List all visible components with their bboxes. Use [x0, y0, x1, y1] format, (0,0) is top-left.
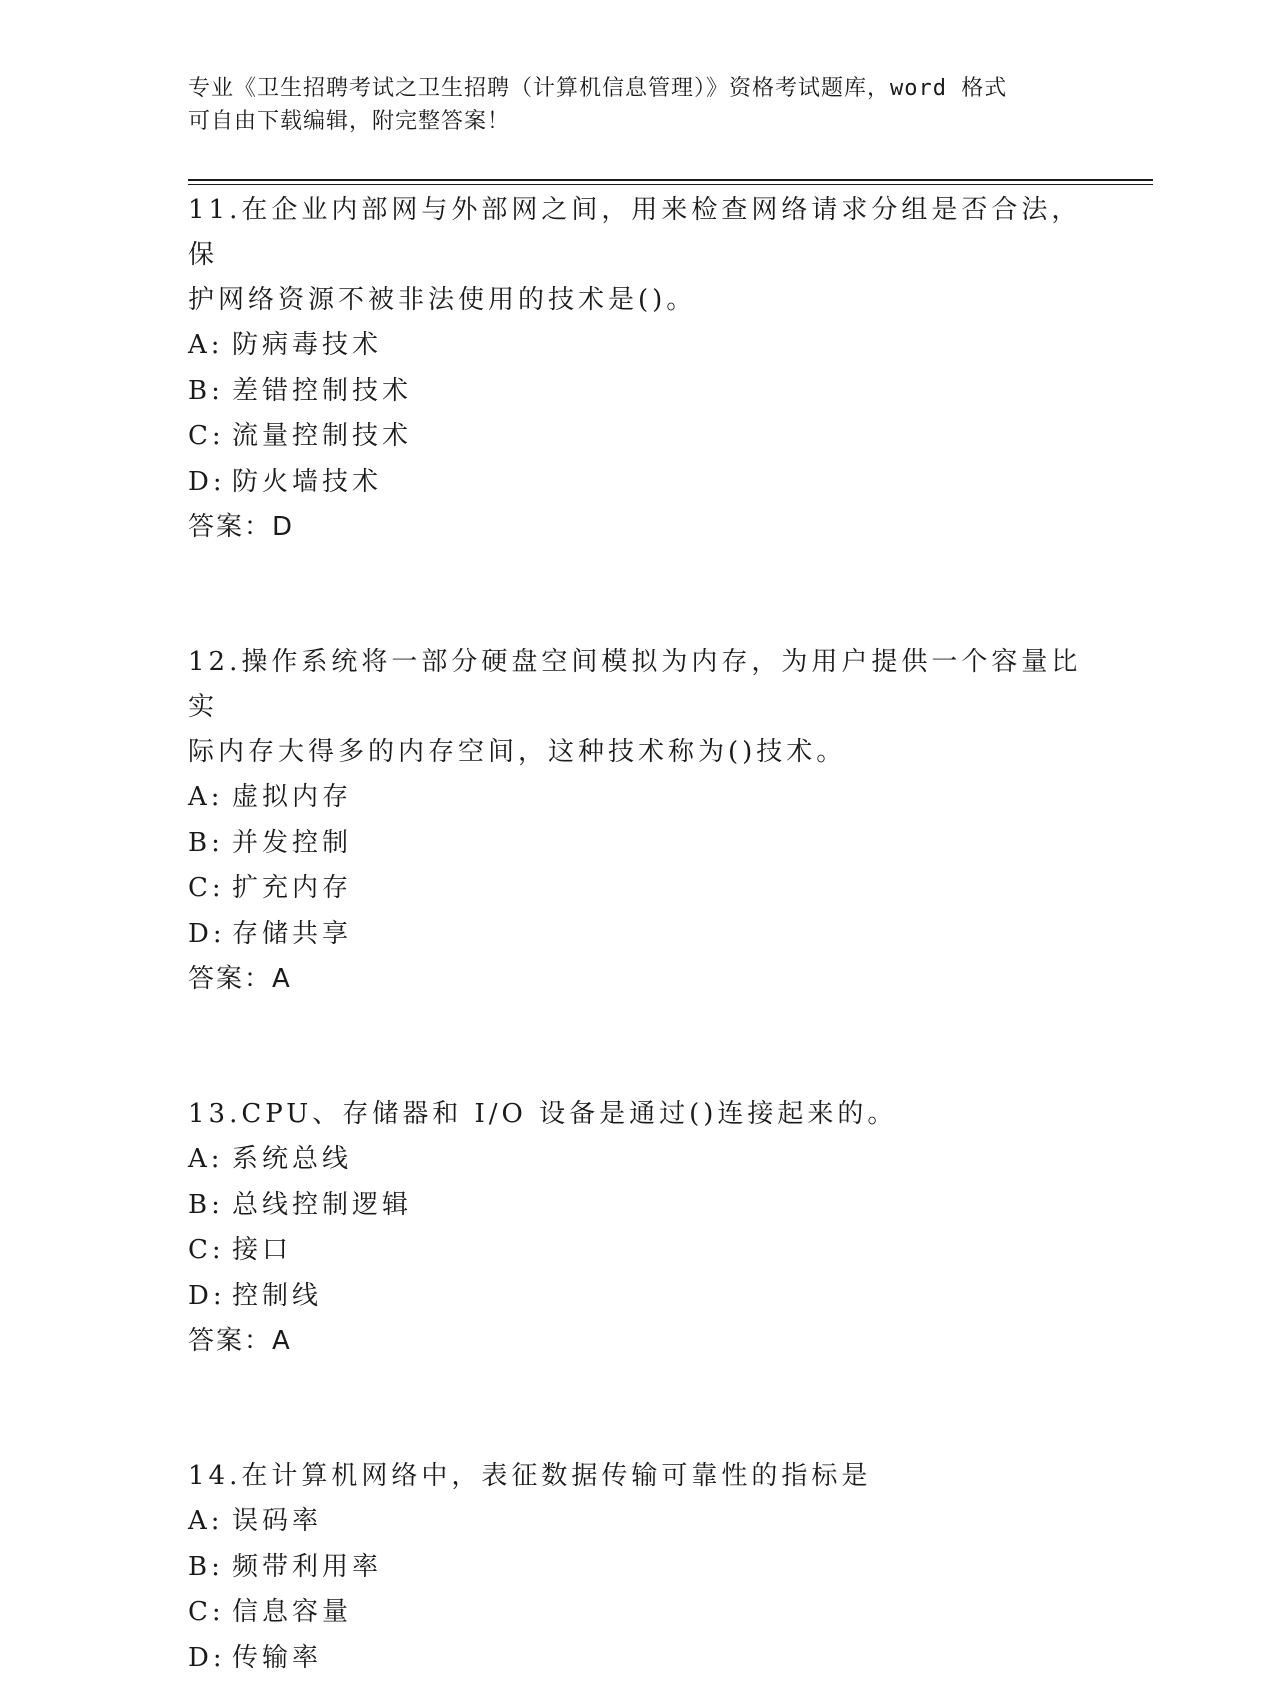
- option-b: [188, 821, 1088, 867]
- header-line-1: 专业《卫生招聘考试之卫生招聘（计算机信息管理）》资格考试题库，word 格式: [188, 72, 1068, 105]
- option-letter: B:: [188, 1545, 232, 1591]
- option-b: [188, 369, 1088, 415]
- header-divider-thick: [188, 179, 1153, 181]
- question-stem-line: 11.在企业内部网与外部网之间，用来检查网络请求分组是否合法，保: [188, 188, 1088, 278]
- option-letter: A:: [188, 775, 232, 821]
- question-spacer: [188, 550, 1088, 640]
- option-text: 并发控制: [232, 821, 352, 867]
- option-text: 防病毒技术: [232, 323, 382, 369]
- option-text: 流量控制技术: [232, 414, 412, 460]
- option-text: 系统总线: [232, 1137, 352, 1183]
- option-letter: D:: [188, 912, 232, 958]
- option-b: [188, 1183, 1088, 1229]
- option-letter: A:: [188, 323, 232, 369]
- question-stem-line: 护网络资源不被非法使用的技术是()。: [188, 278, 1088, 323]
- option-letter: D:: [188, 1274, 232, 1320]
- option-text: 扩充内存: [232, 866, 352, 912]
- option-letter: B:: [188, 1183, 232, 1229]
- option-letter: D:: [188, 460, 232, 506]
- option-letter: C:: [188, 866, 232, 912]
- option-a: [188, 1499, 1088, 1545]
- option-c: [188, 866, 1088, 912]
- question-stem-line: 际内存大得多的内存空间，这种技术称为()技术。: [188, 730, 1088, 775]
- option-a: [188, 323, 1088, 369]
- option-d: [188, 912, 1088, 958]
- document-header: [188, 72, 1068, 138]
- question-list: [188, 188, 1088, 1681]
- option-text: 存储共享: [232, 912, 352, 958]
- answer-line: 答案：D: [188, 505, 1088, 550]
- option-c: [188, 1590, 1088, 1636]
- question-11: [188, 188, 1088, 550]
- option-a: [188, 1137, 1088, 1183]
- option-letter: C:: [188, 414, 232, 460]
- question-stem-line: 12.操作系统将一部分硬盘空间模拟为内存，为用户提供一个容量比实: [188, 640, 1088, 730]
- option-d: [188, 460, 1088, 506]
- option-d: [188, 1636, 1088, 1681]
- answer-line: 答案：A: [188, 957, 1088, 1002]
- option-text: 差错控制技术: [232, 369, 412, 415]
- option-c: [188, 414, 1088, 460]
- option-letter: B:: [188, 369, 232, 415]
- question-13: [188, 1092, 1088, 1364]
- option-text: 虚拟内存: [232, 775, 352, 821]
- option-text: 误码率: [232, 1499, 322, 1545]
- option-letter: A:: [188, 1499, 232, 1545]
- option-text: 防火墙技术: [232, 460, 382, 506]
- header-line-2: 可自由下载编辑，附完整答案！: [188, 105, 1068, 138]
- header-divider-thin: [188, 184, 1153, 185]
- option-d: [188, 1274, 1088, 1320]
- option-text: 频带利用率: [232, 1545, 382, 1591]
- option-letter: C:: [188, 1228, 232, 1274]
- option-a: [188, 775, 1088, 821]
- option-text: 接口: [232, 1228, 292, 1274]
- option-b: [188, 1545, 1088, 1591]
- question-14: [188, 1454, 1088, 1681]
- option-letter: C:: [188, 1590, 232, 1636]
- question-stem-line: 14.在计算机网络中，表征数据传输可靠性的指标是: [188, 1454, 1088, 1499]
- option-letter: D:: [188, 1636, 232, 1681]
- option-c: [188, 1228, 1088, 1274]
- option-text: 总线控制逻辑: [232, 1183, 412, 1229]
- option-letter: A:: [188, 1137, 232, 1183]
- question-stem-line: 13.CPU、存储器和 I/O 设备是通过()连接起来的。: [188, 1092, 1088, 1137]
- option-text: 传输率: [232, 1636, 322, 1681]
- question-12: [188, 640, 1088, 1002]
- question-spacer: [188, 1002, 1088, 1092]
- option-text: 信息容量: [232, 1590, 352, 1636]
- answer-line: 答案：A: [188, 1319, 1088, 1364]
- option-text: 控制线: [232, 1274, 322, 1320]
- option-letter: B:: [188, 821, 232, 867]
- question-spacer: [188, 1364, 1088, 1454]
